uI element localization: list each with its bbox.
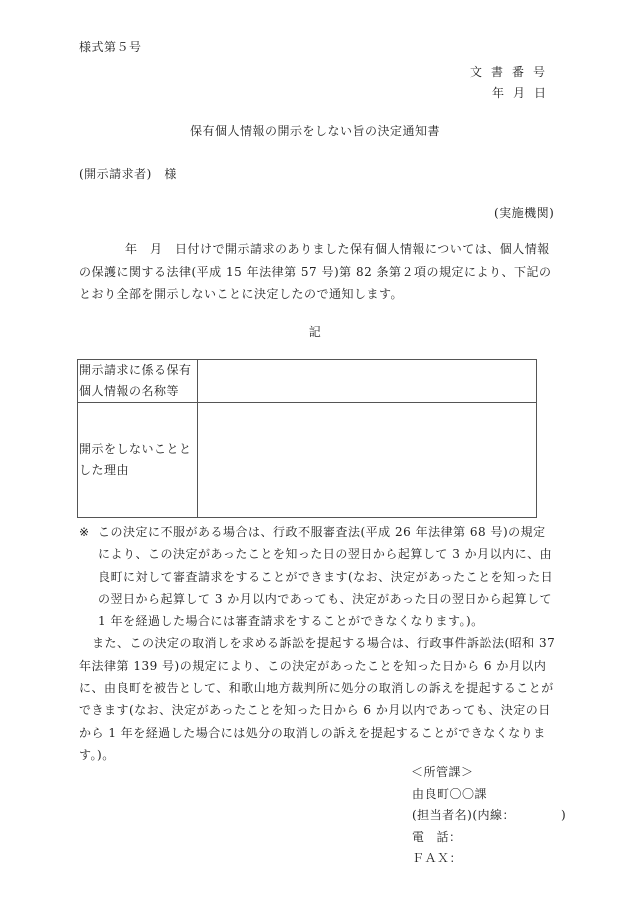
contact-section-label: ＜所管課＞ [411, 765, 474, 779]
ki-heading: 記 [308, 325, 322, 339]
date-day: 日 [534, 86, 547, 100]
form-number: 様式第５号 [79, 40, 142, 54]
table-label-reason: 開示をしないこととした理由 [78, 403, 198, 518]
date-label [492, 84, 555, 101]
note-mark: ※ [79, 525, 90, 539]
document-number-char: 書 [491, 65, 504, 79]
document-number-char: 文 [470, 65, 483, 79]
info-table [77, 359, 537, 518]
table-row [78, 403, 537, 518]
contact-phone-b: 話： [436, 829, 462, 844]
body-paragraph: 年 月 日付けで開示請求のありました保有個人情報については、個人情報の保護に関する法律(平成 15 年法律第 57 号)第 82 条第２項の規定により、下記のとおり全部を開示しないことに決定したので通知します。 [79, 242, 552, 301]
note-appeal [79, 521, 557, 632]
contact-block [412, 762, 566, 870]
contact-phone-a: 電 [412, 829, 425, 844]
contact-person-close: ) [561, 808, 567, 822]
contact-department: 由良町〇〇課 [412, 786, 488, 801]
contact-phone [412, 827, 566, 849]
document-number-char: 番 [512, 65, 525, 79]
table-label-info-name: 開示請求に係る保有個人情報の名称等 [78, 360, 198, 403]
document-title: 保有個人情報の開示をしない旨の決定通知書 [189, 124, 440, 138]
table-row [78, 360, 537, 403]
contact-fax: ＦＡＸ： [412, 851, 463, 865]
contact-person-label: (担当者名)(内線： [412, 808, 516, 822]
document-number-char: 号 [533, 65, 546, 79]
note-appeal-text: この決定に不服がある場合は、行政不服審査法(平成 26 年法律第 68 号)の規定により、この決定があったことを知った日の翌日から起算して 3 か月以内に、由良町に対して審査請求をすることができます(なお、決定があったことを知った日の翌日から起算して 3 か月以内であっても、決定があった日の翌日から起算して 1 年を経過した場合には審査請求をすることができなくなります。)。 [98, 525, 554, 629]
table-value-info-name[interactable] [198, 360, 537, 403]
note-lawsuit: また、この決定の取消しを求める訴訟を提起する場合は、行政事件訴訟法(昭和 37 年法律第 139 号)の規定により、この決定があったことを知った日から 6 か月以内に、由良町を被告として、和歌山地方裁判所に処分の取消しの訴えを提起することができます(なお、決定があったことを知った日から 6 か月以内であっても、決定の日から 1 年を経過した場合には処分の取消しの訴えを提起することができなくなります。)。 [79, 636, 556, 762]
issuing-agency: (実施機関) [494, 206, 555, 220]
recipient: (開示請求者) 様 [79, 167, 177, 181]
document-number-label [470, 63, 554, 80]
contact-person [412, 805, 566, 827]
notes-section [79, 521, 557, 766]
date-year: 年 [492, 86, 505, 100]
date-month: 月 [513, 86, 526, 100]
table-value-reason[interactable] [198, 403, 537, 518]
